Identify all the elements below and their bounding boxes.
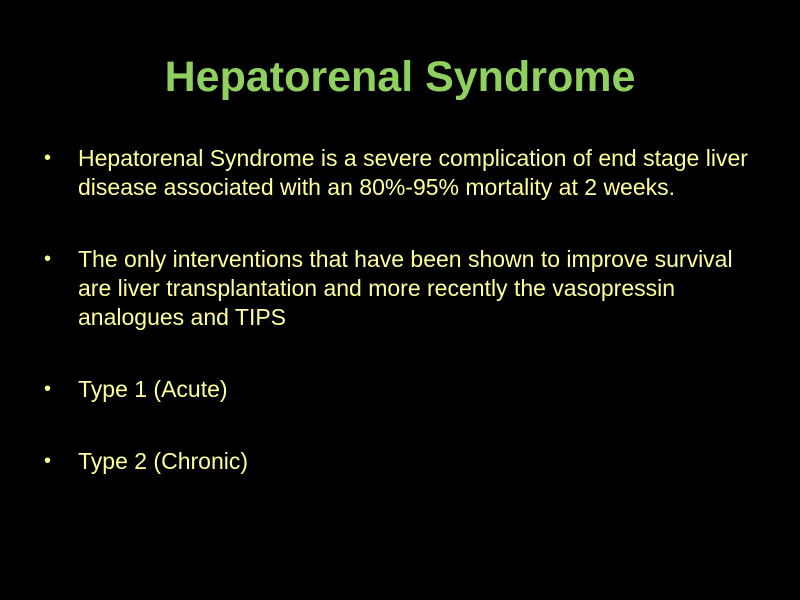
bullet-list [44,144,764,476]
bullet-item [44,245,764,332]
bullet-item [44,447,764,476]
bullet-text: The only interventions that have been shown to improve survival are liver transplantation and more recently the vasopressin analogues and TIPS [78,246,733,330]
slide-title: Hepatorenal Syndrome [164,53,636,101]
bullet-text: Hepatorenal Syndrome is a severe complication of end stage liver disease associated with an 80%-95% mortality at 2 weeks. [78,145,748,200]
bullet-item [44,144,764,202]
bullet-dot-icon: • [44,248,52,270]
bullet-text: Type 2 (Chronic) [78,448,249,474]
bullet-dot-icon: • [44,378,52,400]
bullet-dot-icon: • [44,450,52,472]
bullet-dot-icon: • [44,147,52,169]
bullet-item [44,375,764,404]
bullet-text: Type 1 (Acute) [78,376,228,402]
